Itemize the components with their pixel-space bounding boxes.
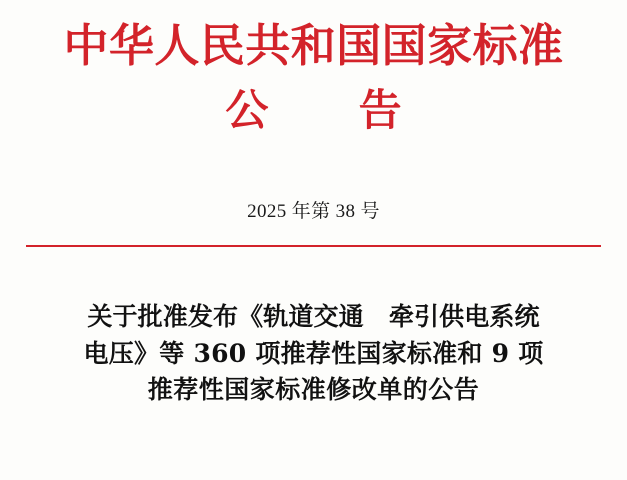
announcement-title-line1: 关于批准发布《轨道交通 牵引供电系统: [87, 302, 540, 332]
header-divider-rule: [26, 245, 601, 247]
masthead-title-line2: 公 告: [225, 86, 426, 137]
announcement-title-line2: 电压》等 360 项推荐性国家标准和 9 项: [83, 338, 544, 368]
announcement-title-line3: 推荐性国家标准修改单的公告: [147, 374, 480, 404]
masthead-title-line1: 中华人民共和国国家标准: [63, 19, 564, 72]
announcement-title: [34, 299, 593, 408]
issue-number: 2025 年第 38 号: [247, 201, 380, 223]
masthead: [0, 0, 627, 137]
